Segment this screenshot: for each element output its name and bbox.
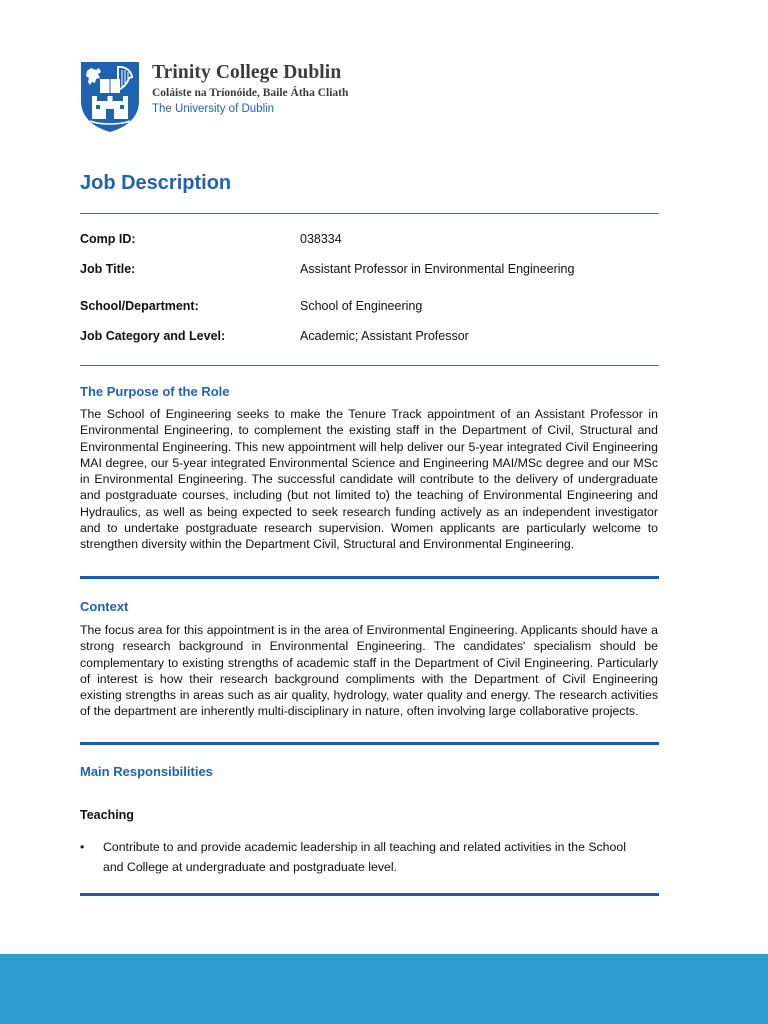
- tcd-crest-icon: [80, 61, 140, 133]
- footer-band: [0, 954, 768, 1024]
- purpose-divider: [80, 576, 659, 579]
- job-category-value: Academic; Assistant Professor: [300, 329, 469, 343]
- job-title-value: Assistant Professor in Environmental Engineering: [300, 262, 575, 276]
- school-department-value: School of Engineering: [300, 299, 423, 313]
- job-category-label: Job Category and Level:: [80, 329, 226, 343]
- context-divider: [80, 742, 659, 745]
- comp-id-label: Comp ID:: [80, 232, 136, 246]
- school-department-label: School/Department:: [80, 299, 199, 313]
- responsibilities-divider: [80, 893, 659, 896]
- institution-name: Trinity College Dublin: [152, 62, 342, 83]
- teaching-heading: Teaching: [80, 808, 134, 822]
- institution-irish-name: Coláiste na Tríonóide, Baile Átha Cliath: [152, 87, 349, 99]
- list-item-text: Contribute to and provide academic leadership in all teaching and related activities in the School and College at undergraduate and postgraduate level.: [103, 840, 626, 874]
- purpose-body: The School of Engineering seeks to make the Tenure Track appointment of an Assistant Professor in Environmental Engineering, to complement the existing staff in the Department of Civil, Structural and Environmental Engineering. This new appointment will help deliver our 5-year integrated Civil Engineering MAI degree, our 5-year integrated Environmental Science and Engineering MAI/MSc degree and our MSc in Environmental Engineering. The successful candidate will contribute to the delivery of undergraduate and postgraduate courses, including (but not limited to) the teaching of Environmental Engineering and Hydraulics, as well as being expected to seek research funding actively as an independent investigator and to undertake postgraduate research supervision. Women applicants are particularly welcome to strengthen diversity within the Department Civil, Structural and Environmental Engineering.: [80, 407, 658, 552]
- context-body: The focus area for this appointment is in the area of Environmental Engineering. Applicants should have a strong research background in Environmental Engineering. The candidates' specialism should be complementary to existing strengths of academic staff in the Department of Civil Engineering. Particularly of interest is how their research background compliments with the Department of Civil Engineering existing strengths in areas such as air quality, hydrology, water quality and energy. The research activities of the department are inherently multi-disciplinary in nature, often involving large collaborative projects.: [80, 623, 658, 719]
- bullet-dot-icon: •: [80, 840, 85, 854]
- tcd-logo: [80, 61, 348, 133]
- purpose-heading: The Purpose of the Role: [80, 384, 230, 399]
- responsibilities-heading: Main Responsibilities: [80, 764, 213, 779]
- comp-id-value: 038334: [300, 232, 342, 246]
- list-item: [80, 838, 640, 877]
- logo-wordmark: [152, 62, 348, 118]
- context-heading: Context: [80, 599, 129, 614]
- title-divider: [80, 213, 659, 214]
- institution-subtitle: The University of Dublin: [152, 103, 275, 115]
- job-title-label: Job Title:: [80, 262, 136, 276]
- page-title: Job Description: [80, 172, 232, 194]
- info-divider: [80, 365, 659, 366]
